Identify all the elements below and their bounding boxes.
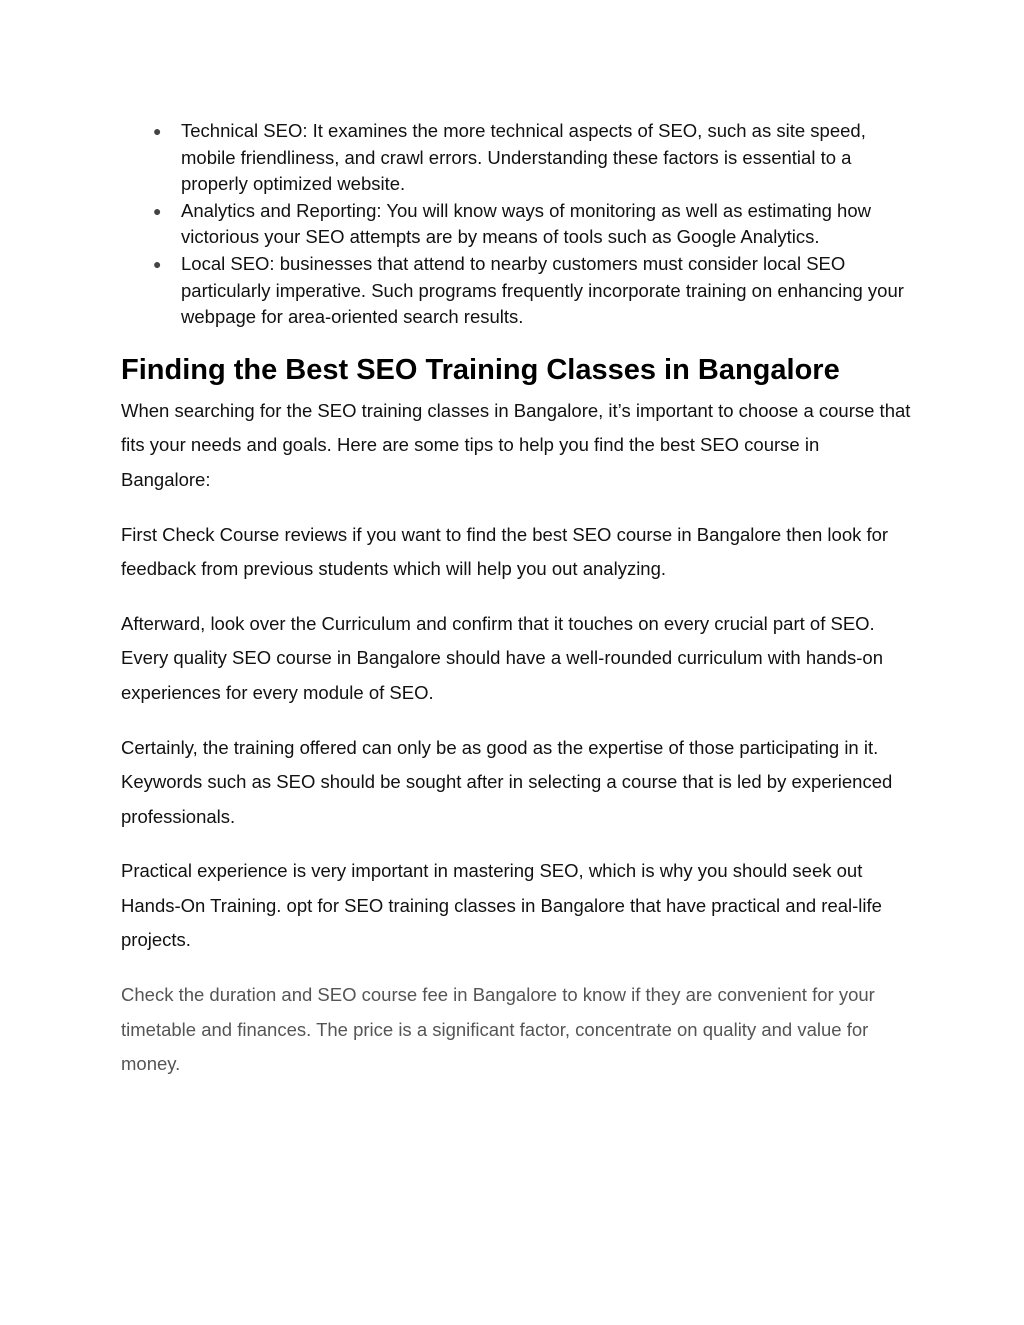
paragraph-hands-on: Practical experience is very important in mastering SEO, which is why you should seek out Hands-On Training. opt for SEO training classes in Bangalore that have practical and real-life projects.: [121, 860, 882, 951]
bullet-dot-icon: ●: [153, 123, 162, 139]
bullet-item: [121, 251, 911, 331]
bullet-dot-icon: ●: [153, 255, 162, 272]
paragraph-expertise: Certainly, the training offered can only be as good as the expertise of those participating in it. Keywords such as SEO should be sought after in selecting a course that is led by experienced professionals.: [121, 736, 893, 827]
paragraph-intro: When searching for the SEO training classes in Bangalore, it’s important to choose a course that fits your needs and goals. Here are some tips to help you find the best SEO course in Bangalore:: [121, 399, 911, 490]
section-heading: Finding the Best SEO Training Classes in Bangalore: [121, 353, 840, 386]
bullet-list: [121, 118, 911, 331]
bullet-text: Analytics and Reporting: You will know ways of monitoring as well as estimating how victorious your SEO attempts are by means of tools such as Google Analytics.: [181, 199, 871, 248]
bullet-text: Local SEO: businesses that attend to nearby customers must consider local SEO particularly imperative. Such programs frequently incorporate training on enhancing your webpage for area-oriented search results.: [181, 252, 904, 328]
paragraph-fees: Check the duration and SEO course fee in Bangalore to know if they are convenient for your timetable and finances. The price is a significant factor, concentrate on quality and value for money.: [121, 984, 875, 1075]
document-page: [121, 118, 911, 1102]
paragraph-curriculum: Afterward, look over the Curriculum and confirm that it touches on every crucial part of SEO. Every quality SEO course in Bangalore should have a well-rounded curriculum with hands-on experiences for every module of SEO.: [121, 612, 883, 703]
bullet-text: Technical SEO: It examines the more technical aspects of SEO, such as site speed, mobile friendliness, and crawl errors. Understanding these factors is essential to a properly optimized website.: [181, 120, 866, 195]
bullet-item: [121, 118, 911, 198]
paragraph-reviews: First Check Course reviews if you want to find the best SEO course in Bangalore then look for feedback from previous students which will help you out analyzing.: [121, 523, 889, 580]
bullet-dot-icon: ●: [153, 202, 162, 219]
bullet-item: [121, 198, 911, 251]
